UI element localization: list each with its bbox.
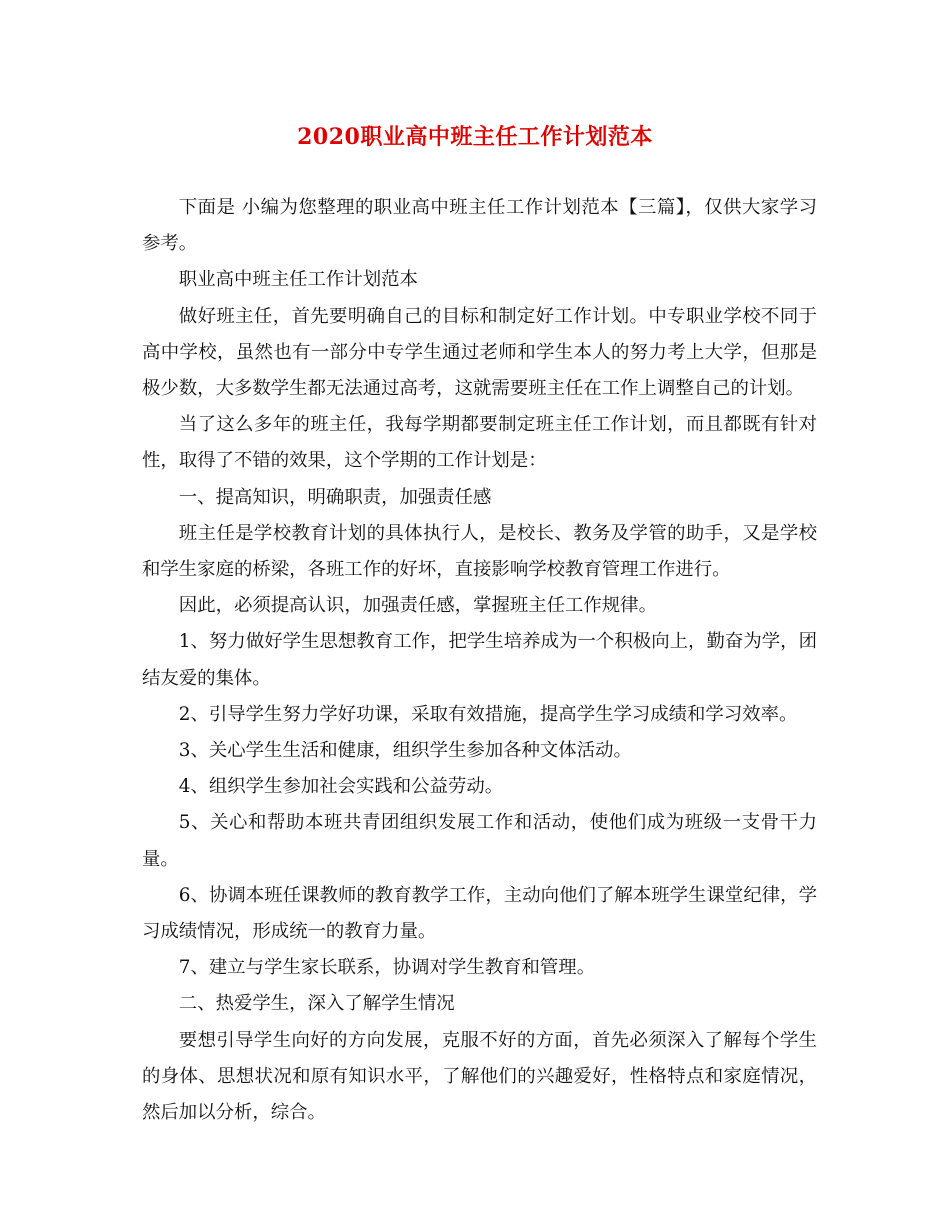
list-item: 4、组织学生参加社会实践和公益劳动。 (178, 776, 504, 798)
list-item: 6、协调本班任课教师的教育教学工作，主动向他们了解本班学生课堂纪律，学习成绩情况，形成统一的教育力量。 (142, 884, 817, 943)
paragraph-body: 做好班主任，首先要明确自己的目标和制定好工作计划。中专职业学校不同于高中学校，虽然也有一部分中专学生通过老师和学生本人的努力考上大学，但那是极少数，大多数学生都无法通过高考，这就需要班主任在工作上调整自己的计划。 (142, 305, 817, 400)
paragraph-body: 要想引导学生向好的方向发展，克服不好的方面，首先必须深入了解每个学生的身体、思想状况和原有知识水平，了解他们的兴趣爱好，性格特点和家庭情况，然后加以分析，综合。 (142, 1029, 817, 1124)
section-heading: 一、提高知识，明确职责，加强责任感 (178, 486, 492, 508)
document-title: 2020职业高中班主任工作计划范本 (297, 124, 653, 150)
list-item: 1、努力做好学生思想教育工作，把学生培养成为一个积极向上，勤奋为学，团结友爱的集体。 (142, 631, 817, 689)
list-item: 5、关心和帮助本班共青团组织发展工作和活动，使他们成为班级一支骨干力量。 (142, 812, 817, 870)
paragraph-subtitle: 职业高中班主任工作计划范本 (178, 269, 418, 291)
list-item: 3、关心学生生活和健康，组织学生参加各种文体活动。 (178, 740, 632, 762)
paragraph-body: 班主任是学校教育计划的具体执行人，是校长、教务及学管的助手，又是学校和学生家庭的桥梁，各班工作的好坏，直接影响学校教育管理工作进行。 (142, 522, 817, 581)
paragraph-intro: 下面是 小编为您整理的职业高中班主任工作计划范本【三篇】，仅供大家学习参考。 (142, 197, 817, 255)
section-heading: 二、热爱学生，深入了解学生情况 (178, 993, 455, 1015)
document-body (142, 190, 817, 1131)
list-item: 2、引导学生努力学好功课，采取有效措施，提高学生学习成绩和学习效率。 (178, 703, 798, 725)
list-item: 7、建立与学生家长联系，协调对学生教育和管理。 (178, 957, 596, 979)
paragraph-body: 因此，必须提高认识，加强责任感，掌握班主任工作规律。 (178, 595, 657, 617)
paragraph-body: 当了这么多年的班主任，我每学期都要制定班主任工作计划，而且都既有针对性，取得了不错的效果，这个学期的工作计划是： (142, 414, 817, 472)
